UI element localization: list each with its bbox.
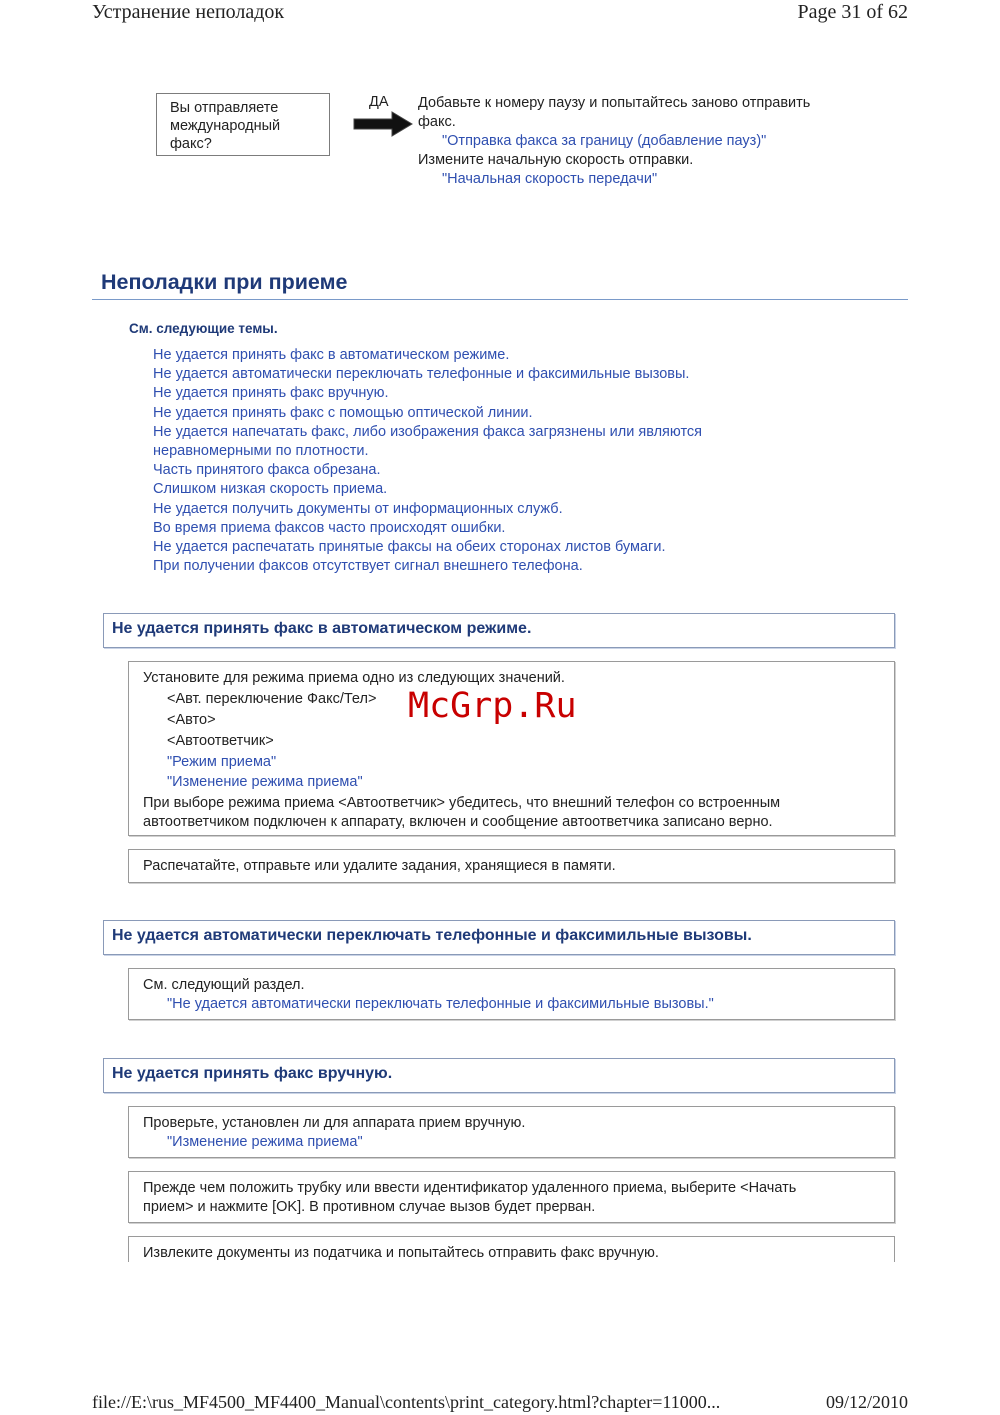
topic-link[interactable]: Не удается напечатать факс, либо изображения факса загрязнены или являются [153,423,703,440]
answer-text: Измените начальную скорость отправки. [418,152,694,168]
solution-text: При выборе режима приема <Автоответчик> убедитесь, что внешний телефон со встроенным [143,795,781,811]
solution-text: автоответчиком подключен к аппарату, включен и сообщение автоответчика записано верно. [143,814,773,830]
yes-label: ДА [369,94,389,110]
solution-box-memory-jobs [128,849,895,883]
problem-heading-manual: Не удается принять факс вручную. [103,1058,895,1093]
topic-link[interactable]: Не удается принять факс с помощью оптической линии. [153,404,533,421]
answer-block [418,94,888,189]
problem-heading-auto: Не удается принять факс в автоматическом режиме. [103,613,895,648]
link-change-receive-mode[interactable]: "Изменение режима приема" [167,1134,363,1150]
topic-link[interactable]: При получении факсов отсутствует сигнал внешнего телефона. [153,558,583,575]
topic-link[interactable]: Во время приема факсов часто происходят ошибки. [153,519,506,536]
solution-box-manual-mode [128,1106,895,1158]
topic-link[interactable]: Слишком низкая скорость приема. [153,481,388,498]
arrow-right-icon [352,111,414,137]
solution-text: Извлеките документы из податчика и попытайтесь отправить факс вручную. [143,1245,659,1261]
link-fax-abroad-pauses[interactable]: "Отправка факса за границу (добавление пауз)" [442,133,767,149]
question-line: факс? [170,136,212,152]
solution-text: Установите для режима приема одно из следующих значений. [143,670,565,686]
solution-text: См. следующий раздел. [143,977,305,993]
document-title: Устранение неполадок [92,1,285,23]
answer-text: факс. [418,114,456,130]
topic-link[interactable]: Не удается принять факс в автоматическом режиме. [153,347,510,363]
solution-text: Распечатайте, отправьте или удалите задания, хранящиеся в памяти. [143,858,616,874]
solution-box-remove-documents [128,1236,895,1262]
link-receive-mode[interactable]: "Режим приема" [167,754,277,770]
solution-text: Прежде чем положить трубку или ввести идентификатор удаленного приема, выберите <Начать [143,1180,797,1196]
solution-box-see-section [128,968,895,1020]
page-number: Page 31 of 62 [797,1,908,23]
link-initial-speed[interactable]: "Начальная скорость передачи" [442,171,658,187]
topic-list [153,346,793,576]
topic-link[interactable]: неравномерными по плотности. [153,443,369,460]
see-topics-label: См. следующие темы. [129,321,278,336]
question-box [156,93,330,156]
file-path: file://E:\rus_MF4500_MF4400_Manual\contents\print_category.html?chapter=11000... [92,1392,721,1412]
solution-text: Проверьте, установлен ли для аппарата прием вручную. [143,1115,526,1131]
link-switch-calls[interactable]: "Не удается автоматически переключать телефонные и факсимильные вызовы." [167,996,714,1012]
link-change-receive-mode[interactable]: "Изменение режима приема" [167,774,363,790]
question-line: Вы отправляете [170,100,279,116]
section-divider [92,299,908,300]
print-date: 09/12/2010 [825,1392,908,1412]
topic-link[interactable]: Не удается принять факс вручную. [153,385,389,402]
mode-option: <Автоответчик> [167,733,274,749]
topic-link[interactable]: Не удается распечатать принятые факсы на обеих сторонах листов бумаги. [153,539,666,556]
solution-text: прием> и нажмите [OK]. В противном случае вызов будет прерван. [143,1199,596,1215]
mode-option: <Авто> [167,712,216,728]
solution-box-start-receive [128,1171,895,1223]
watermark: McGrp.Ru [408,686,577,726]
topic-link[interactable]: Не удается получить документы от информационных служб. [153,500,563,517]
problem-heading-switch: Не удается автоматически переключать телефонные и факсимильные вызовы. [103,920,895,955]
topic-link[interactable]: Не удается автоматически переключать телефонные и факсимильные вызовы. [153,366,690,383]
answer-text: Добавьте к номеру паузу и попытайтесь заново отправить [418,95,811,111]
question-line: международный [170,118,281,134]
mode-option: <Авт. переключение Факс/Тел> [167,691,377,707]
section-title: Неполадки при приеме [101,270,348,294]
topic-link[interactable]: Часть принятого факса обрезана. [153,462,381,479]
